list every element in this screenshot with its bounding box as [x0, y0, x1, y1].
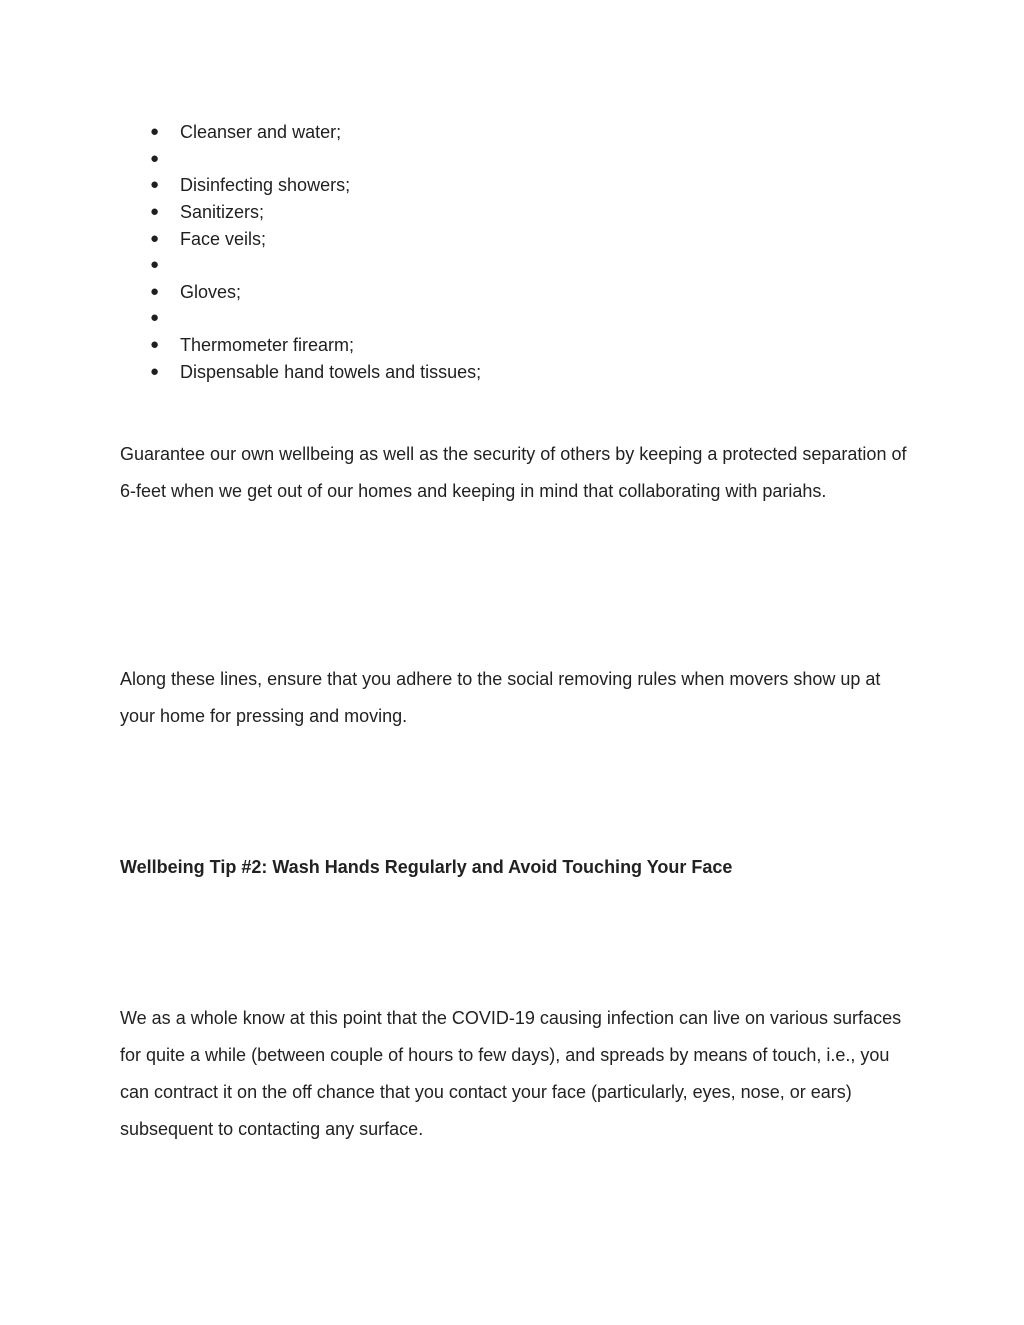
bullet-icon: ● [150, 256, 160, 274]
paragraph-covid-surfaces: We as a whole know at this point that the COVID-19 causing infection can live on various surfaces for quite a while (between couple of hours to few days), and spreads by means of touch, i.e., you can contract it on the off chance that you contact your face (particularly, eyes, nose, or ears) subsequent to contacting any surface. [120, 1008, 902, 1139]
list-item-text: Cleanser and water; [180, 122, 342, 143]
list-item [150, 332, 481, 359]
list-item [150, 172, 481, 199]
list-item [150, 199, 481, 226]
list-item [150, 119, 481, 146]
list-item-text: Face veils; [180, 228, 267, 249]
bullet-icon: ● [150, 309, 160, 327]
bullet-icon: ● [150, 362, 160, 380]
supplies-list [150, 119, 481, 385]
bullet-icon: ● [150, 149, 160, 167]
list-item [150, 252, 481, 279]
list-item [150, 305, 481, 332]
bullet-icon: ● [150, 123, 160, 141]
list-item-text: Sanitizers; [180, 202, 265, 223]
bullet-icon: ● [150, 229, 160, 247]
list-item-text: Dispensable hand towels and tissues; [180, 361, 482, 382]
bullet-icon: ● [150, 282, 160, 300]
bullet-icon: ● [150, 176, 160, 194]
bullet-icon: ● [150, 203, 160, 221]
paragraph-social-rules: Along these lines, ensure that you adhere to the social removing rules when movers show up at your home for pressing and moving. [120, 669, 881, 726]
bullet-icon: ● [150, 336, 160, 354]
list-item [150, 225, 481, 252]
list-item [150, 358, 481, 385]
list-item [150, 279, 481, 306]
list-item-text: Disinfecting showers; [180, 175, 351, 196]
list-item-text: Gloves; [180, 281, 242, 302]
paragraph-distancing: Guarantee our own wellbeing as well as the security of others by keeping a protected separation of 6-feet when we get out of our homes and keeping in mind that collaborating with pariahs. [120, 444, 907, 501]
section-heading: Wellbeing Tip #2: Wash Hands Regularly and Avoid Touching Your Face [120, 857, 733, 877]
list-item-text: Thermometer firearm; [180, 335, 355, 356]
list-item [150, 146, 481, 173]
